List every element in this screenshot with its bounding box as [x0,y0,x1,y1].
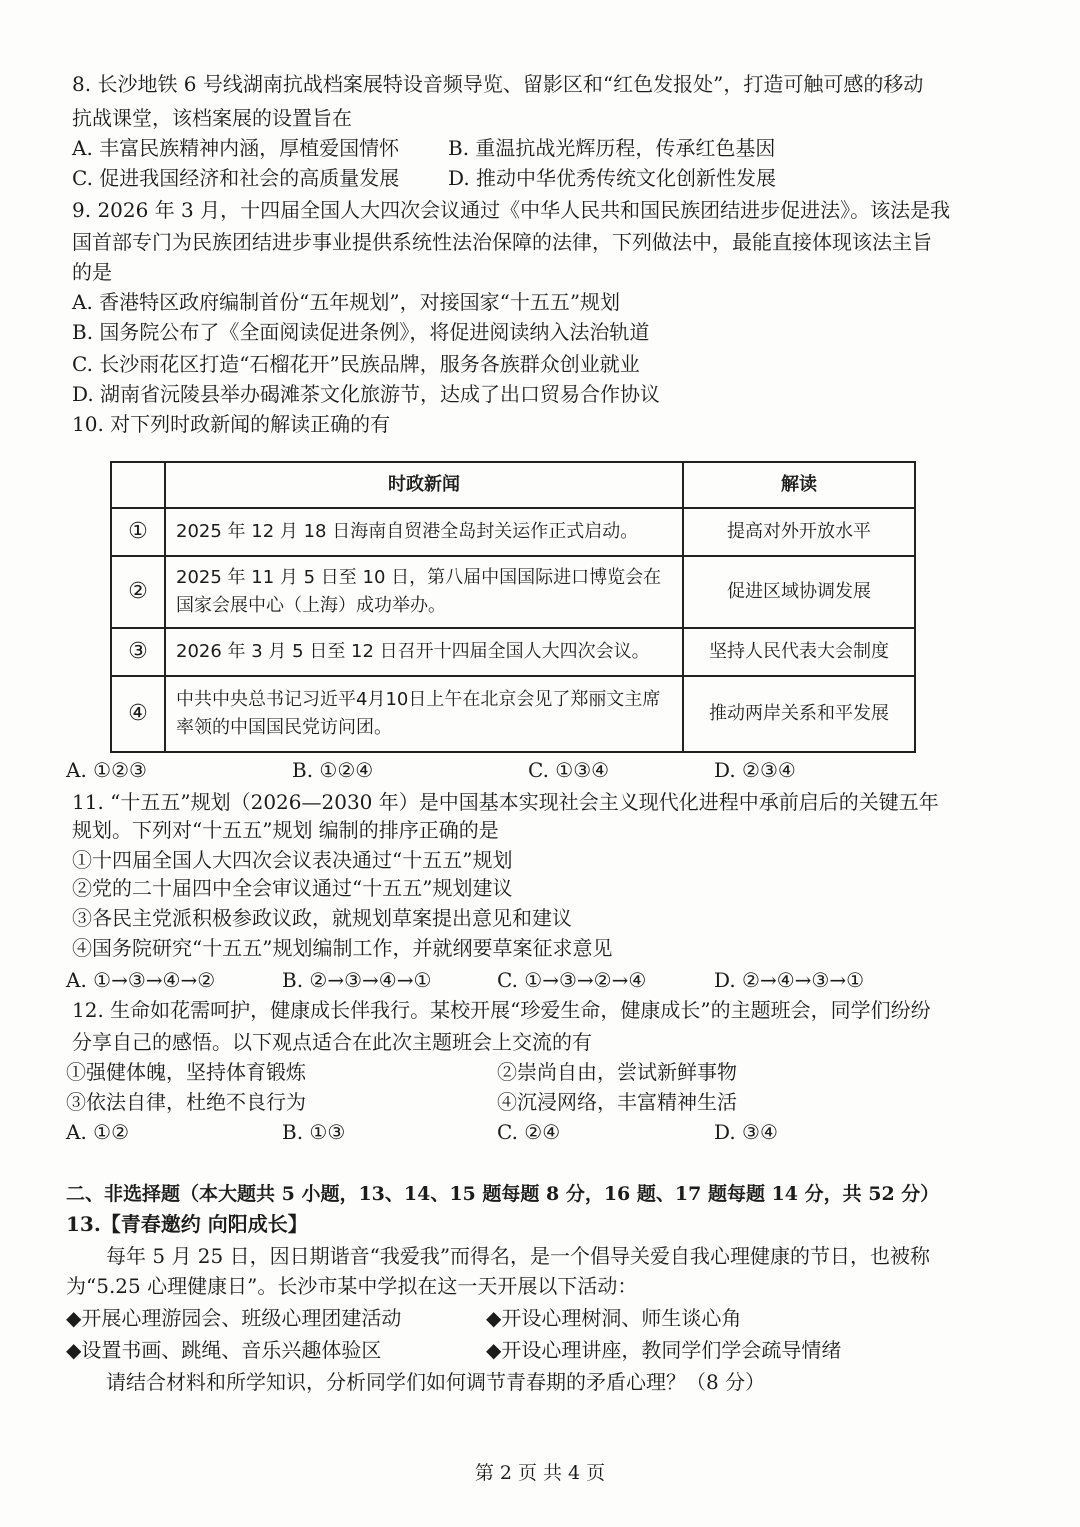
section-two-heading: 二、非选择题（本大题共 5 小题，13、14、15 题每题 8 分，16 题、17 题每题 14 分，共 52 分） [66,1183,940,1205]
q9-option-b: B. 国务院公布了《全面阅读促进条例》，将促进阅读纳入法治轨道 [72,320,650,344]
row-num: ③ [111,628,165,676]
q10-option-b: B. ①②④ [292,758,374,782]
row-news: 2025 年 12 月 18 日海南自贸港全岛封关运作正式启动。 [165,508,683,556]
q10-stem: 10. 对下列时政新闻的解读正确的有 [72,412,391,436]
q10-option-a: A. ①②③ [66,758,147,782]
q9-stem-line3: 的是 [72,260,112,284]
q8-option-c: C. 促进我国经济和社会的高质量发展 [72,166,400,190]
row-interp: 坚持人民代表大会制度 [683,628,915,676]
q9-option-c: C. 长沙雨花区打造“石榴花开”民族品牌，服务各族群众创业就业 [72,352,640,376]
q13-activity-3: ◆设置书画、跳绳、音乐兴趣体验区 [66,1338,382,1362]
row-interp: 推动两岸关系和平发展 [683,676,915,752]
q12-option-b: B. ①③ [282,1120,346,1144]
table-row [111,676,915,752]
q11-option-c: C. ①→③→②→④ [497,968,647,992]
q11-stem-line2: 规划。下列对“十五五”规划 编制的排序正确的是 [72,818,499,842]
table-row [111,556,915,628]
header-interp: 解读 [683,462,915,508]
row-num: ④ [111,676,165,752]
q12-item-4: ④沉浸网络，丰富精神生活 [497,1090,737,1114]
header-num-cell [111,462,165,508]
q13-title: 13.【青春邀约 向阳成长】 [66,1212,308,1236]
q13-paragraph-line2: 为“5.25 心理健康日”。长沙市某中学拟在这一天开展以下活动： [66,1274,638,1298]
q9-option-d: D. 湖南省沅陵县举办碣滩茶文化旅游节，达成了出口贸易合作协议 [72,382,661,406]
news-table [110,461,916,753]
q9-stem-line1: 9. 2026 年 3 月，十四届全国人大四次会议通过《中华人民共和国民族团结进步促进法》。该法是我 [72,198,951,222]
q11-item-2: ②党的二十届四中全会审议通过“十五五”规划建议 [72,876,513,900]
q12-option-d: D. ③④ [714,1120,778,1144]
table-row [111,628,915,676]
q11-option-b: B. ②→③→④→① [282,968,432,992]
q8-stem-line1: 8. 长沙地铁 6 号线湖南抗战档案展特设音频导览、留影区和“红色发报处”，打造可触可感的移动 [72,72,924,96]
q9-option-a: A. 香港特区政府编制首份“五年规划”，对接国家“十五五”规划 [72,290,621,314]
q12-item-2: ②崇尚自由，尝试新鲜事物 [497,1060,737,1084]
header-news: 时政新闻 [165,462,683,508]
page-number: 第 2 页 共 4 页 [474,1462,606,1484]
q13-activity-4: ◆开设心理讲座，教同学们学会疏导情绪 [486,1338,842,1362]
q8-option-a: A. 丰富民族精神内涵，厚植爱国情怀 [72,136,400,160]
row-news: 2026 年 3 月 5 日至 12 日召开十四届全国人大四次会议。 [165,628,683,676]
q12-item-1: ①强健体魄，坚持体育锻炼 [66,1060,306,1084]
q12-stem-line2: 分享自己的感悟。以下观点适合在此次主题班会上交流的有 [72,1030,592,1054]
q8-option-d: D. 推动中华优秀传统文化创新性发展 [448,166,777,190]
q10-option-d: D. ②③④ [714,758,796,782]
q12-stem-line1: 12. 生命如花需呵护，健康成长伴我行。某校开展“珍爱生命，健康成长”的主题班会，同学们纷纷 [72,998,931,1022]
q11-item-1: ①十四届全国人大四次会议表决通过“十五五”规划 [72,848,513,872]
q8-option-b: B. 重温抗战光辉历程，传承红色基因 [448,136,776,160]
q10-option-c: C. ①③④ [528,758,610,782]
q8-stem-line2: 抗战课堂，该档案展的设置旨在 [72,106,352,130]
table-row [111,508,915,556]
row-news: 中共中央总书记习近平4月10日上午在北京会见了郑丽文主席率领的中国国民党访问团。 [165,676,683,752]
row-num: ② [111,556,165,628]
row-interp: 提高对外开放水平 [683,508,915,556]
q12-option-a: A. ①② [66,1120,130,1144]
q11-option-a: A. ①→③→④→② [66,968,216,992]
q13-activity-2: ◆开设心理树洞、师生谈心角 [486,1306,742,1330]
q12-option-c: C. ②④ [497,1120,561,1144]
news-table-header [111,462,915,508]
q9-stem-line2: 国首部专门为民族团结进步事业提供系统性法治保障的法律，下列做法中，最能直接体现该法主旨 [72,230,932,254]
row-interp: 促进区域协调发展 [683,556,915,628]
q12-item-3: ③依法自律，杜绝不良行为 [66,1090,306,1114]
row-news: 2025 年 11 月 5 日至 10 日，第八届中国国际进口博览会在国家会展中心（上海）成功举办。 [165,556,683,628]
q13-question: 请结合材料和所学知识，分析同学们如何调节青春期的矛盾心理？（8 分） [106,1370,766,1394]
q11-item-3: ③各民主党派积极参政议政，就规划草案提出意见和建议 [72,906,572,930]
q11-option-d: D. ②→④→③→① [714,968,865,992]
q13-activity-1: ◆开展心理游园会、班级心理团建活动 [66,1306,402,1330]
q11-item-4: ④国务院研究“十五五”规划编制工作，并就纲要草案征求意见 [72,936,613,960]
q13-paragraph-line1: 每年 5 月 25 日，因日期谐音“我爱我”而得名，是一个倡导关爱自我心理健康的节日，也被称 [106,1244,931,1268]
q11-stem-line1: 11. “十五五”规划（2026—2030 年）是中国基本实现社会主义现代化进程中承前启后的关键五年 [72,790,939,814]
row-num: ① [111,508,165,556]
